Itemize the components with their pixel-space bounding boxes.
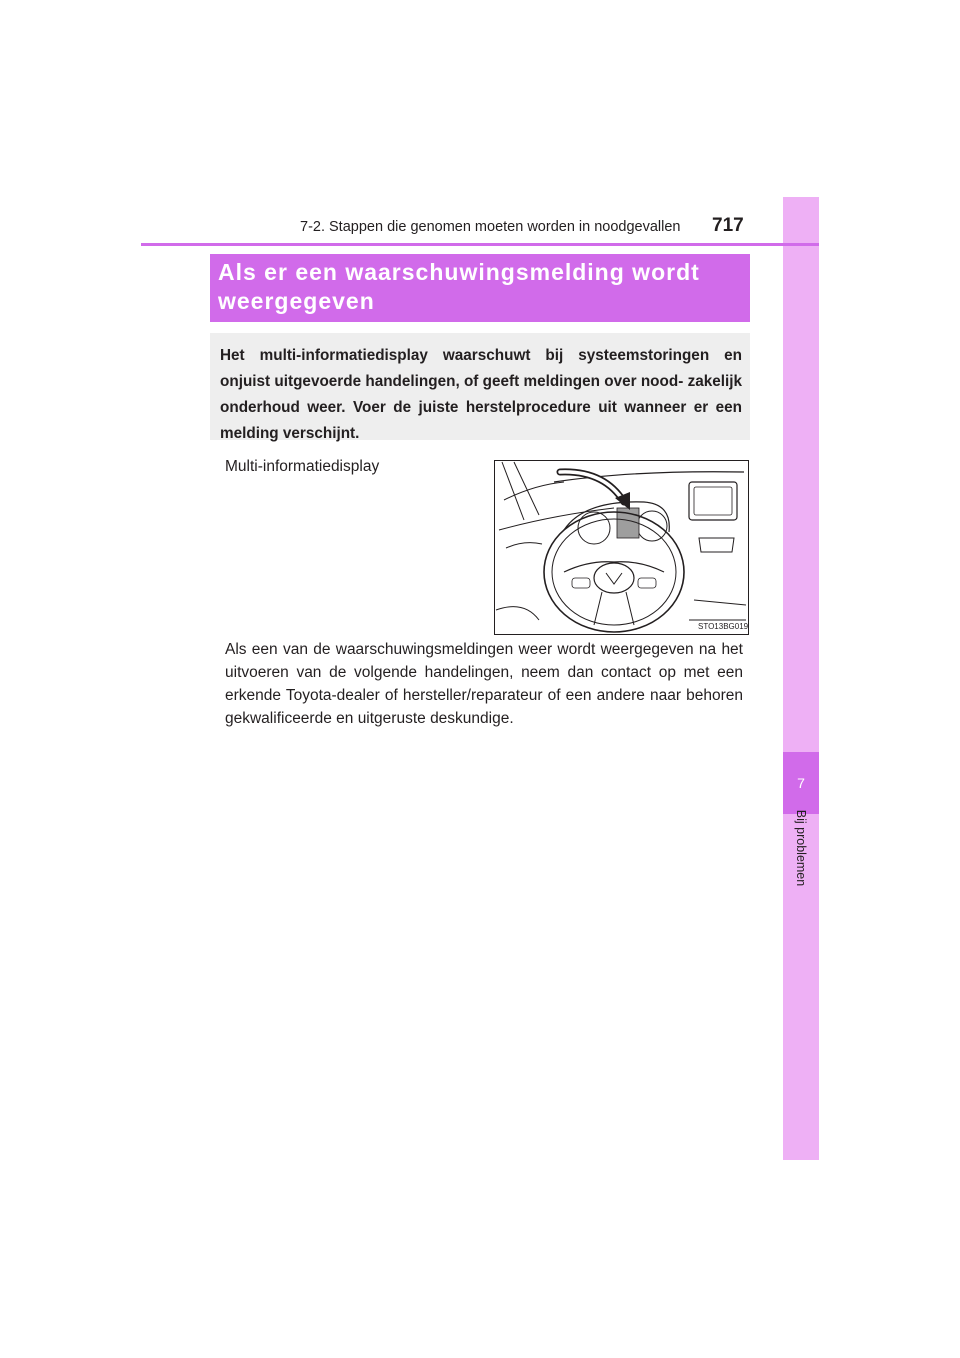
section-title-line-2: weergegeven [218,288,375,314]
section-title-box [210,254,750,322]
dashboard-illustration [494,460,749,635]
intro-line: onjuist uitgevoerde handelingen, of geeft meldingen over nood- [220,373,684,390]
figure-caption: Multi-informatiedisplay [225,458,380,475]
intro-box [210,333,750,440]
header-rule [141,243,819,246]
section-title [218,258,744,316]
chapter-side-tab [783,197,819,1160]
chapter-label: Bij problemen [794,809,808,887]
figure-code: STO13BG019 [698,622,749,631]
page-number: 717 [712,215,744,236]
section-title-line-1: Als er een waarschuwingsmelding wordt [218,259,700,285]
intro-text [220,343,742,447]
dashboard-drawing [494,460,749,635]
running-header: 7-2. Stappen die genomen moeten worden in noodgevallen [300,219,681,235]
intro-line: Het multi-informatiedisplay waarschuwt bij systeemstoringen en [220,347,742,364]
chapter-number: 7 [783,752,819,814]
body-paragraph: Als een van de waarschuwingsmeldingen weer wordt weergegeven na het uitvoeren van de volgende handelingen, neem dan contact op met een erkende Toyota-dealer of hersteller/reparateur of een andere naar behoren gekwalificeerde en uitgeruste deskundige. [225,641,743,727]
intro-line: wanneer er een melding verschijnt. [220,399,742,442]
intro-line: zakelijk onderhoud weer. Voer de juiste herstelprocedure uit [220,373,742,416]
